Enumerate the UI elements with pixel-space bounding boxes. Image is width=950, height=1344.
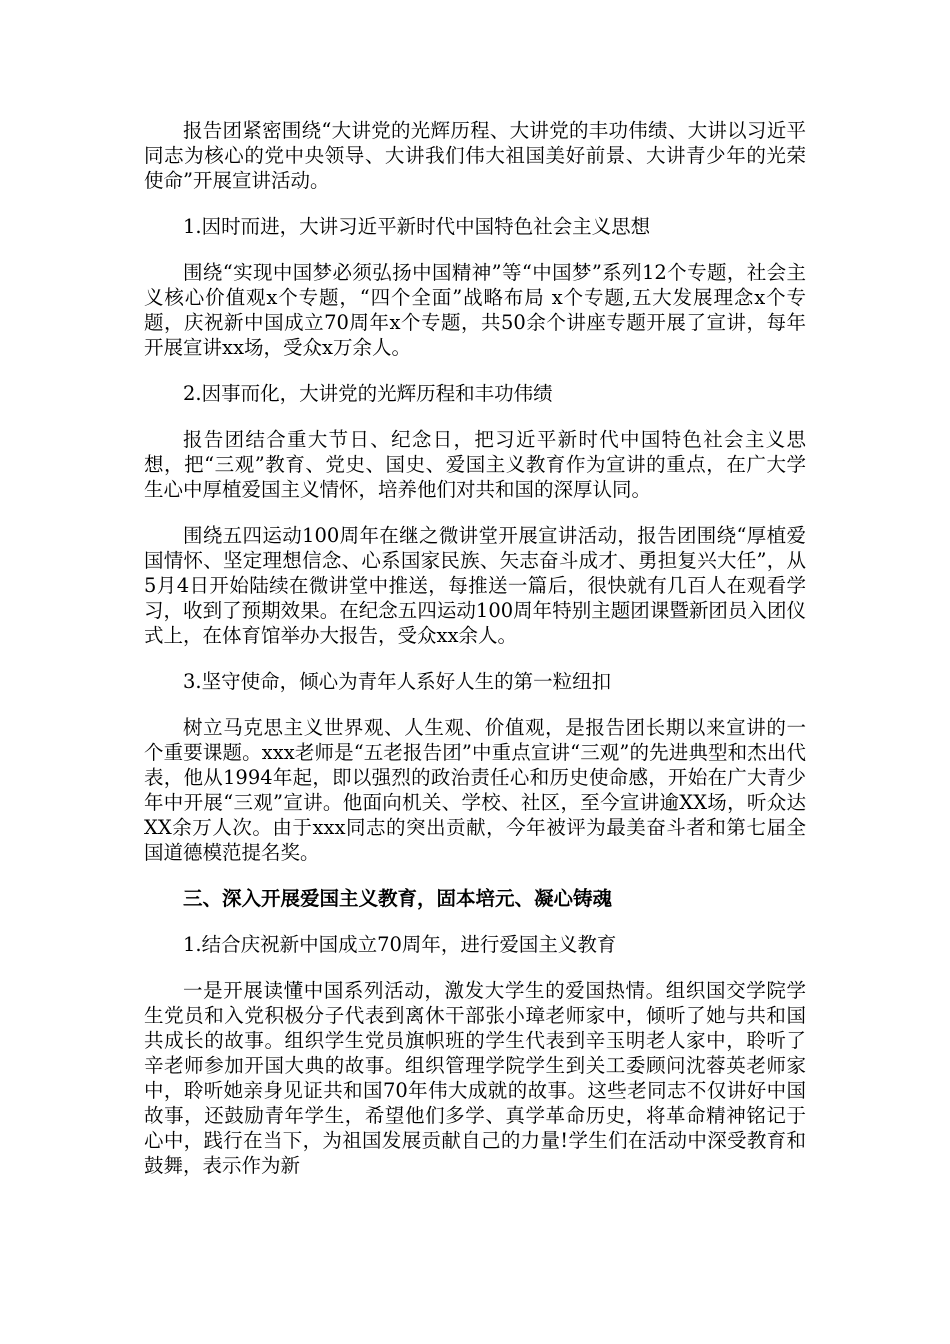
document-page <box>144 118 806 1178</box>
subheading-1: 1.因时而进，大讲习近平新时代中国特色社会主义思想 <box>183 215 651 238</box>
paragraph-holidays: 报告团结合重大节日、纪念日，把习近平新时代中国特色社会主义思想，把“三观”教育、党史、国史、爱国主义教育作为宣讲的重点，在广大学生心中厚植爱国主义情怀，培养他们对共和国的深厚认同。 <box>144 428 806 501</box>
subheading-2: 2.因事而化，大讲党的光辉历程和丰功伟绩 <box>183 382 553 405</box>
paragraph-three-views: 树立马克思主义世界观、人生观、价值观，是报告团长期以来宣讲的一个重要课题。xxx老师是“五老报告团”中重点宣讲“三观”的先进典型和杰出代表，他从1994年起，即以强烈的政治责任心和历史使命感，开始在广大青少年中开展“三观”宣讲。他面向机关、学校、社区，至今宣讲逾XX场，听众达XX余万人次。由于xxx同志的突出贡献，今年被评为最美奋斗者和第七届全国道德模范提名奖。 <box>144 716 806 864</box>
paragraph-china-dream: 围绕“实现中国梦必须弘扬中国精神”等“中国梦”系列12个专题，社会主义核心价值观x个专题，“四个全面”战略布局 x个专题,五大发展理念x个专题，庆祝新中国成立70周年x个专题，共50余个讲座专题开展了宣讲，每年开展宣讲xx场，受众x万余人。 <box>144 261 806 359</box>
subheading-70th: 1.结合庆祝新中国成立70周年，进行爱国主义教育 <box>183 933 617 956</box>
paragraph-read-china: 一是开展读懂中国系列活动，激发大学生的爱国热情。组织国交学院学生党员和入党积极分子代表到离休干部张小璋老师家中，倾听了她与共和国共成长的故事。组织学生党员旗帜班的学生代表到辛玉明老人家中，聆听了辛老师参加开国大典的故事。组织管理学院学生到关工委顾问沈蓉英老师家中，聆听她亲身见证共和国70年伟大成就的故事。这些老同志不仅讲好中国故事，还鼓励青年学生，希望他们多学、真学革命历史，将革命精神铭记于心中，践行在当下，为祖国发展贡献自己的力量!学生们在活动中深受教育和鼓舞，表示作为新 <box>144 979 806 1177</box>
paragraph-intro: 报告团紧密围绕“大讲党的光辉历程、大讲党的丰功伟绩、大讲以习近平同志为核心的党中央领导、大讲我们伟大祖国美好前景、大讲青少年的光荣使命”开展宣讲活动。 <box>144 119 806 192</box>
section-heading-three: 三、深入开展爱国主义教育，固本培元、凝心铸魂 <box>183 887 613 910</box>
subheading-3: 3.坚守使命，倾心为青年人系好人生的第一粒纽扣 <box>183 670 612 693</box>
paragraph-may-fourth: 围绕五四运动100周年在继之微讲堂开展宣讲活动，报告团围绕“厚植爱国情怀、坚定理想信念、心系国家民族、矢志奋斗成才、勇担复兴大任”，从5月4日开始陆续在微讲堂中推送，每推送一篇后，很快就有几百人在观看学习，收到了预期效果。在纪念五四运动100周年特别主题团课暨新团员入团仪式上，在体育馆举办大报告，受众xx余人。 <box>144 524 806 647</box>
